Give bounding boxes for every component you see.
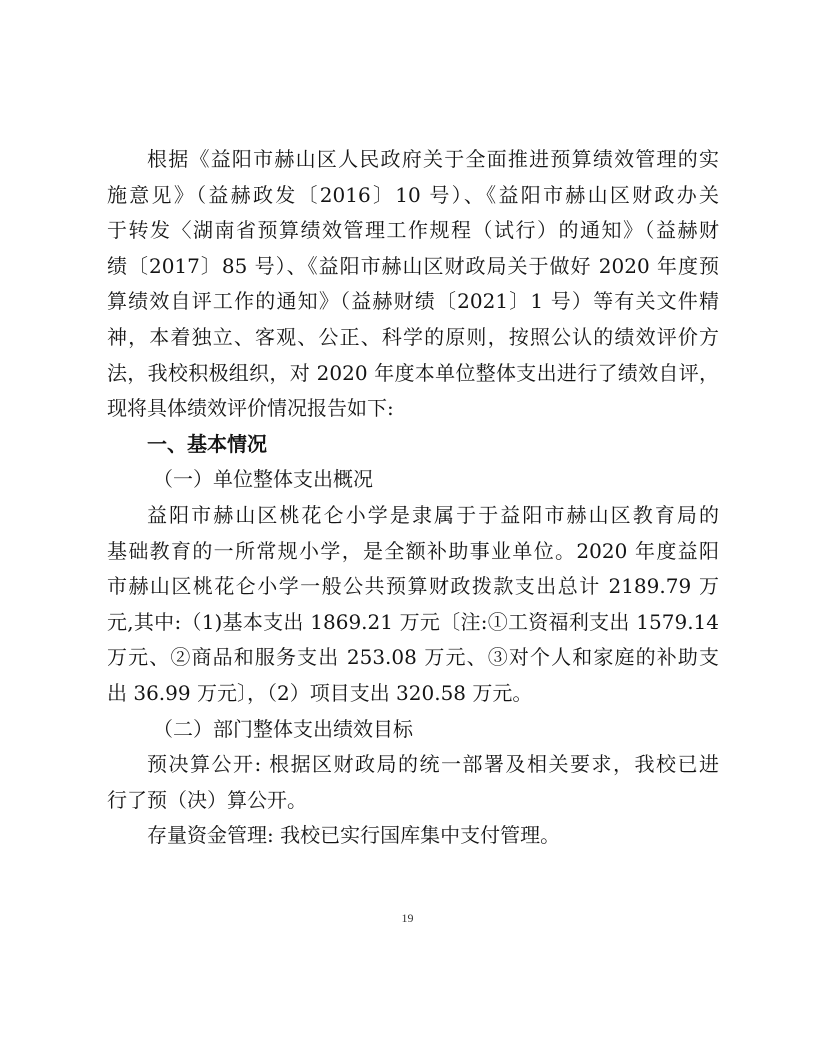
paragraph-line: 基础教育的一所常规小学，是全额补助事业单位。2020 年度益阳 — [107, 538, 719, 563]
paragraph-line: 市赫山区桃花仑小学一般公共预算财政拨款支出总计 2189.79 万 — [107, 574, 719, 599]
paragraph-line: 于转发〈湖南省预算绩效管理工作规程（试行）的通知》（益赫财 — [107, 218, 719, 243]
subsection-heading: （二）部门整体支出绩效目标 — [153, 716, 413, 741]
paragraph-line: 根据《益阳市赫山区人民政府关于全面推进预算绩效管理的实 — [147, 147, 719, 171]
paragraph-line: 行了预（决）算公开。 — [107, 787, 307, 812]
paragraph-line: 存量资金管理: 我校已实行国库集中支付管理。 — [147, 823, 561, 848]
subsection-heading: （一）单位整体支出概况 — [153, 467, 373, 492]
page-number: 19 — [401, 911, 414, 925]
paragraph-line: 万元、②商品和服务支出 253.08 万元、③对个人和家庭的补助支 — [107, 645, 719, 670]
paragraph-line: 神，本着独立、客观、公正、科学的原则，按照公认的绩效评价方 — [107, 324, 719, 349]
paragraph-line: 算绩效自评工作的通知》（益赫财绩〔2021〕1 号）等有关文件精 — [107, 289, 719, 314]
section-heading: 一、基本情况 — [147, 431, 267, 456]
paragraph-line: 出 36.99 万元〕，（2）项目支出 320.58 万元。 — [107, 680, 533, 705]
paragraph-line: 绩〔2017〕85 号）、《益阳市赫山区财政局关于做好 2020 年度预 — [107, 253, 719, 278]
paragraph-line: 元,其中:（1)基本支出 1869.21 万元〔注:①工资福利支出 1579.14 — [107, 609, 719, 634]
paragraph-line: 预决算公开: 根据区财政局的统一部署及相关要求，我校已进 — [147, 752, 719, 777]
document-body — [107, 142, 719, 854]
paragraph-line: 法，我校积极组织，对 2020 年度本单位整体支出进行了绩效自评， — [107, 360, 719, 385]
paragraph-line: 益阳市赫山区桃花仑小学是隶属于于益阳市赫山区教育局的 — [147, 502, 719, 527]
paragraph-line: 施意见》（益赫政发〔2016〕10 号）、《益阳市赫山区财政办关 — [107, 182, 719, 207]
paragraph-line: 现将具体绩效评价情况报告如下: — [107, 396, 394, 421]
